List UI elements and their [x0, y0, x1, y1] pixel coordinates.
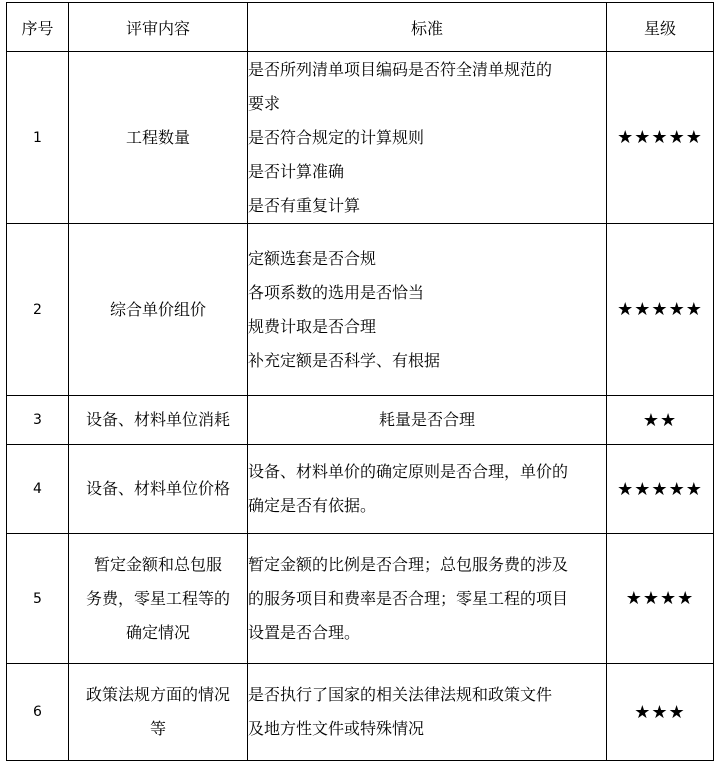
standard-line: 耗量是否合理: [378, 410, 475, 429]
table-row: [7, 445, 714, 534]
standard-line: 暂定金额的比例是否合理；总包服务费的涉及: [248, 554, 569, 574]
star-rating: ★★★★★: [607, 224, 714, 396]
standard-line: 设置是否合理。: [248, 622, 361, 642]
star-rating: ★★★: [607, 664, 714, 761]
review-content: [69, 534, 248, 664]
table-row: [7, 534, 714, 664]
row-number: 2: [7, 224, 69, 396]
review-criteria-table: [6, 2, 714, 761]
star-rating: ★★★★★: [607, 52, 714, 224]
review-standard: [248, 534, 607, 664]
star-rating: ★★★★: [607, 534, 714, 664]
review-standard: [248, 224, 607, 396]
standard-line: 设备、材料单价的确定原则是否合理，单价的: [248, 462, 569, 481]
standard-line: 的服务项目和费率是否合理；零星工程的项目: [248, 588, 569, 608]
review-standard: [248, 396, 607, 445]
standard-line: 补充定额是否科学、有根据: [248, 350, 441, 370]
review-content: 设备、材料单位价格: [69, 445, 248, 534]
review-standard: [248, 445, 607, 534]
star-rating: ★★★★★: [607, 445, 714, 534]
review-standard: [248, 664, 607, 761]
standard-line: 是否计算准确: [248, 161, 345, 181]
table-row: [7, 396, 714, 445]
table-row: [7, 664, 714, 761]
header-rating: 星级: [607, 3, 714, 52]
header-no: 序号: [7, 3, 69, 52]
review-content: [69, 664, 248, 761]
content-line: 暂定金额和总包服: [93, 554, 222, 574]
standard-line: 各项系数的选用是否恰当: [248, 282, 425, 302]
star-rating: ★★: [607, 396, 714, 445]
content-line: 确定情况: [125, 622, 190, 642]
content-line: 政策法规方面的情况: [85, 685, 230, 704]
review-content: 综合单价组价: [69, 224, 248, 396]
standard-line: 定额选套是否合规: [248, 248, 377, 268]
row-number: 1: [7, 52, 69, 224]
table-row: [7, 224, 714, 396]
table-row: [7, 52, 714, 224]
row-number: 3: [7, 396, 69, 445]
header-content: 评审内容: [69, 3, 248, 52]
standard-line: 是否有重复计算: [248, 195, 361, 215]
standard-line: 及地方性文件或特殊情况: [248, 719, 425, 738]
standard-line: 是否执行了国家的相关法律法规和政策文件: [248, 685, 553, 704]
standard-line: 是否所列清单项目编码是否符全清单规范的: [248, 59, 553, 79]
standard-line: 要求: [248, 93, 281, 113]
header-standard: 标准: [248, 3, 607, 52]
row-number: 4: [7, 445, 69, 534]
row-number: 5: [7, 534, 69, 664]
review-standard: [248, 52, 607, 224]
standard-line: 是否符合规定的计算规则: [248, 127, 425, 147]
content-line: 等: [149, 719, 166, 738]
standard-line: 确定是否有依据。: [248, 496, 377, 515]
table-header-row: [7, 3, 714, 52]
content-line: 务费，零星工程等的: [85, 588, 230, 608]
standard-line: 规费计取是否合理: [248, 316, 377, 336]
review-content: 设备、材料单位消耗: [69, 396, 248, 445]
row-number: 6: [7, 664, 69, 761]
review-content: 工程数量: [69, 52, 248, 224]
